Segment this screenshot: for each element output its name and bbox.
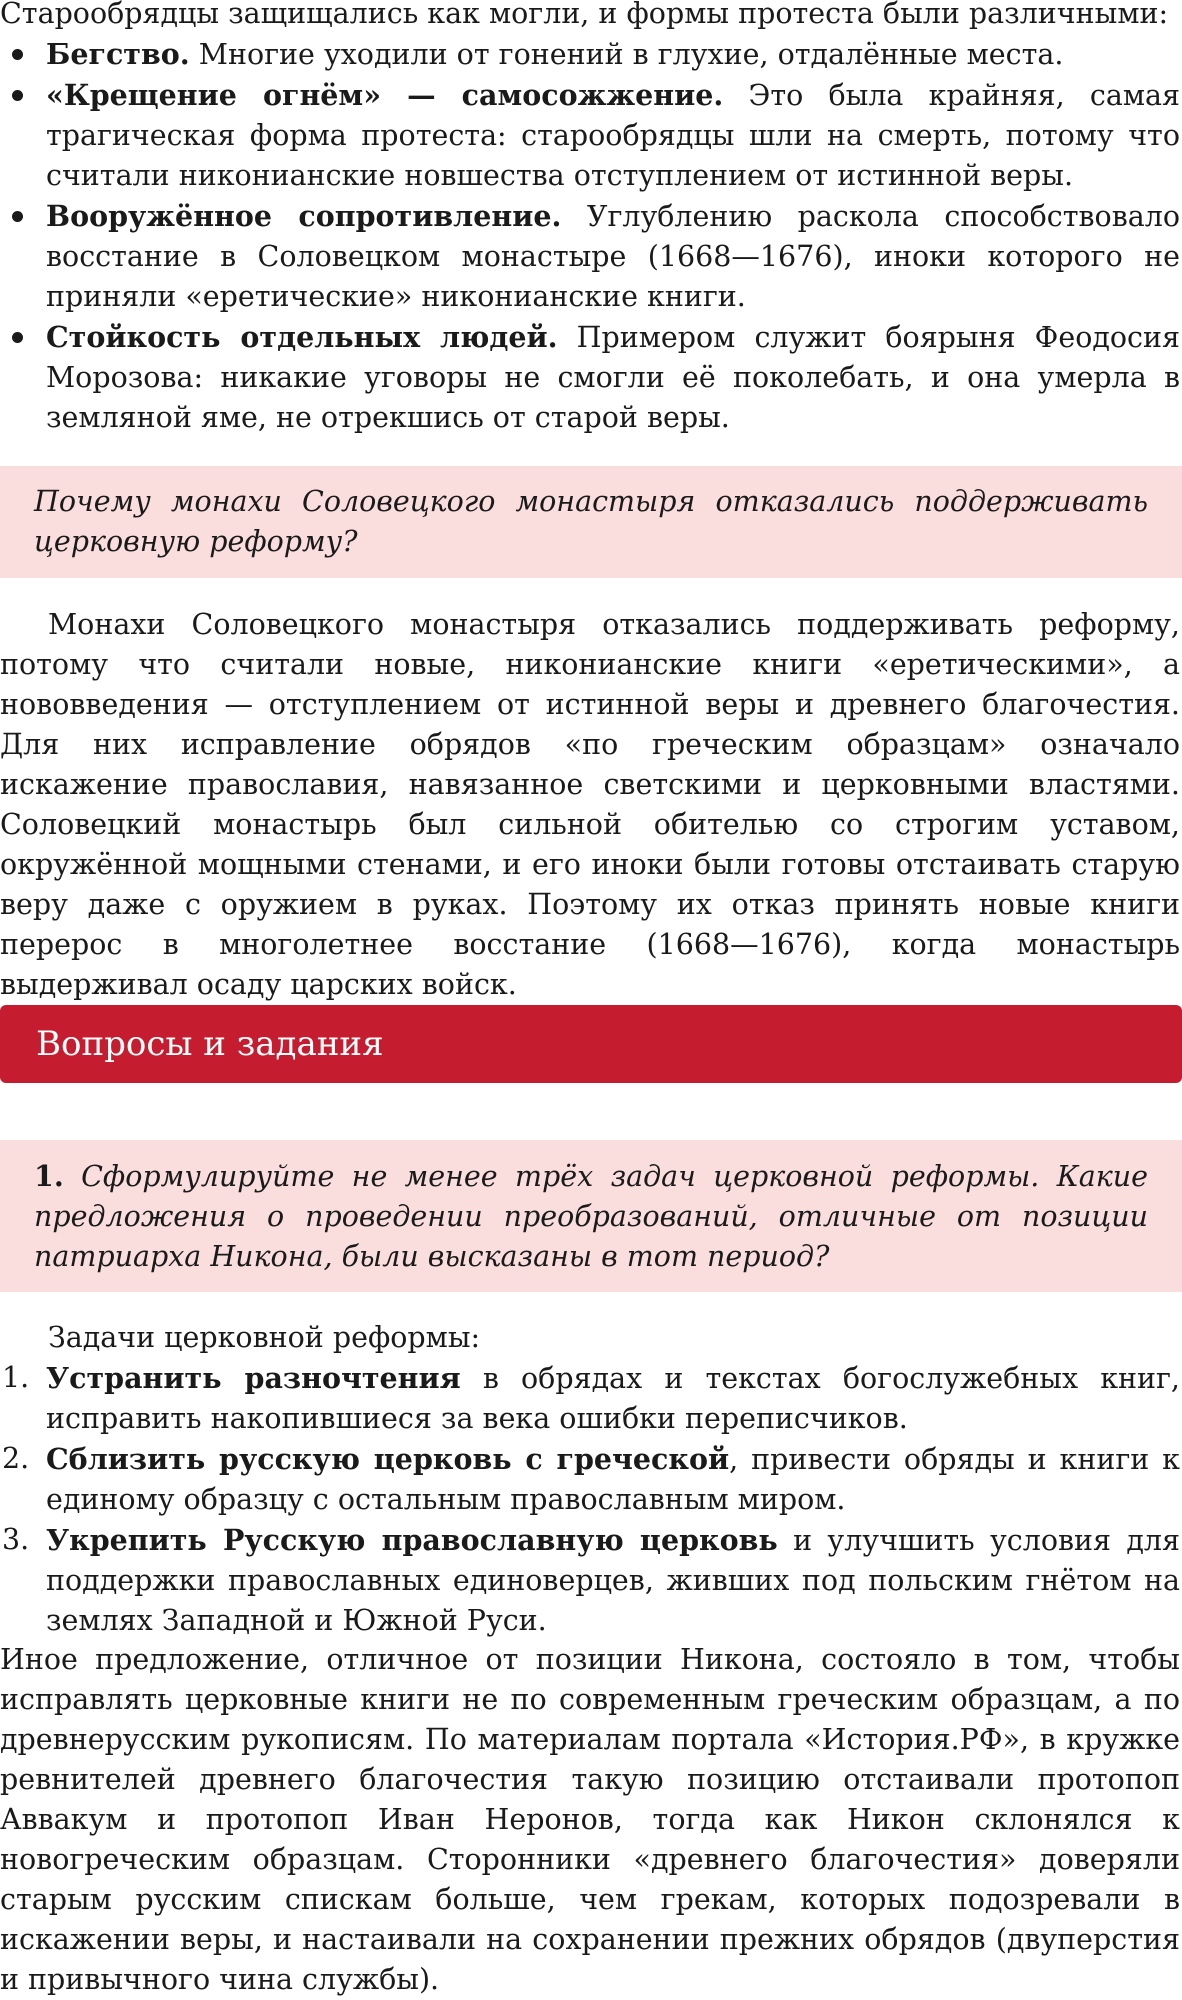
question-text: Почему монахи Соловецкого монастыря отказались поддерживать церковную реформу? <box>34 485 1148 558</box>
reform-tasks-list <box>0 1358 1180 1641</box>
list-item <box>0 1520 1180 1641</box>
list-item-number: 1. <box>2 1361 30 1394</box>
list-item-term: Стойкость отдельных людей. <box>46 320 558 354</box>
question-box <box>0 466 1182 578</box>
list-item-text: Примером служит боярыня Феодосия Морозова: никакие уговоры не смогли её поколебать, и она умерла в земляной яме, не отрекшись от старой веры. <box>46 321 1180 434</box>
bullet-icon <box>12 90 23 101</box>
list-item-text: Многие уходили от гонений в глухие, отдалённые места. <box>189 38 1064 71</box>
list-item-text: и улучшить условия для поддержки православных единоверцев, живших под польским гнётом на землях Западной и Южной Руси. <box>46 1524 1181 1637</box>
tasks-intro: Задачи церковной реформы: <box>48 1321 481 1354</box>
list-item <box>0 75 1180 196</box>
section-header <box>0 1005 1182 1083</box>
list-item-term: Сблизить русскую церковь с греческой <box>46 1442 730 1476</box>
list-item-number: 2. <box>2 1442 30 1475</box>
list-item-number: 3. <box>2 1523 30 1556</box>
bullet-icon <box>12 49 23 60</box>
list-item-text: , привести обряды и книги к единому образцу с остальным православным миром. <box>46 1443 1180 1516</box>
list-item <box>0 34 1180 75</box>
list-item-term: Устранить разночтения <box>46 1361 461 1395</box>
task-question: Сформулируйте не менее трёх задач церковной реформы. Какие предложения о проведении преобразований, отличные от позиции патриарха Никона, были высказаны в тот период? <box>34 1160 1148 1273</box>
list-item-text: Это была крайняя, самая трагическая форма протеста: старообрядцы шли на смерть, потому что считали никонианские новшества отступлением от истинной веры. <box>46 79 1180 192</box>
task-text <box>34 1156 1148 1277</box>
list-item-term: «Крещение огнём» — самосожжение. <box>46 78 724 112</box>
task-box <box>0 1140 1182 1292</box>
intro-line: Старообрядцы защищались как могли, и формы протеста были различными: <box>0 0 1169 30</box>
final-paragraph: Иное предложение, отличное от позиции Никона, состояло в том, чтобы исправлять церковные книги не по современным греческим образцам, а по древнерусским рукописям. По материалам портала «История.РФ», в кружке ревнителей древнего благочестия такую позицию отстаивали протопоп Аввакум и протопоп Иван Неронов, тогда как Никон склонялся к новогреческим образцам. Сторонники «древнего благочестия» доверяли старым русским спискам больше, чем грекам, которых подозревали в искажении веры, и настаивали на сохранении прежних обрядов (двуперстия и привычного чина службы). <box>0 1643 1180 1996</box>
task-number: 1. <box>34 1159 64 1193</box>
list-item <box>0 196 1180 317</box>
section-title: Вопросы и задания <box>36 1024 384 1064</box>
list-item-text: Углублению раскола способствовало восстание в Соловецком монастыре (1668—1676), иноки которого не приняли «еретические» никонианские книги. <box>46 200 1181 313</box>
list-item-text: в обрядах и текстах богослужебных книг, исправить накопившиеся за века ошибки переписчиков. <box>46 1362 1180 1435</box>
list-item-term: Укрепить Русскую православную церковь <box>46 1523 778 1557</box>
list-item <box>0 317 1180 438</box>
bullet-icon <box>12 332 23 343</box>
list-item <box>0 1358 1180 1439</box>
list-item <box>0 1439 1180 1520</box>
bullet-icon <box>12 211 23 222</box>
list-item-term: Вооружённое сопротивление. <box>46 199 562 233</box>
list-item-term: Бегство. <box>46 37 190 71</box>
protest-forms-list <box>0 34 1180 438</box>
answer-paragraph: Монахи Соловецкого монастыря отказались поддерживать реформу, потому что считали новые, никонианские книги «еретическими», а нововведения — отступлением от истинной веры и древнего благочестия. Для них исправление обрядов «по греческим образцам» означало искажение православия, навязанное светскими и церковными властями. Соловецкий монастырь был сильной обителью со строгим уставом, окружённой мощными стенами, и его иноки были готовы отстаивать старую веру даже с оружием в руках. Поэтому их отказ принять новые книги перерос в многолетнее восстание (1668—1676), когда монастырь выдерживал осаду царских войск. <box>0 608 1180 1001</box>
